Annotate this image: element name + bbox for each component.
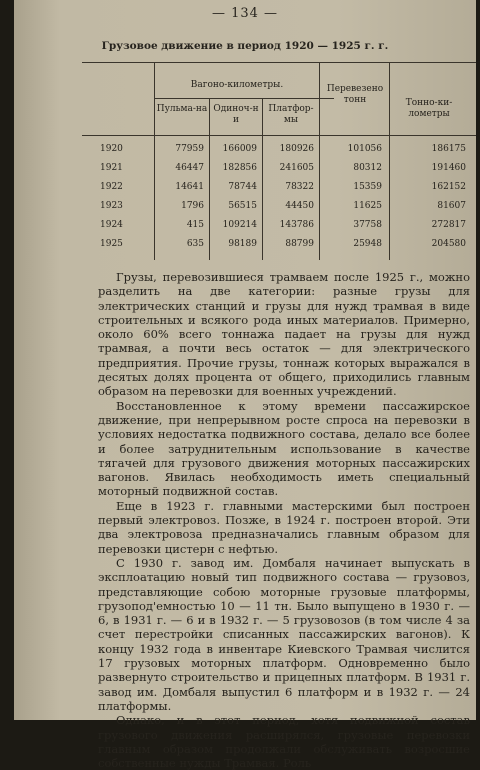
value-cell: 88799 <box>285 239 314 249</box>
value-cell: 56515 <box>228 201 257 211</box>
value-cell: 98189 <box>228 239 257 249</box>
value-cell: 635 <box>186 239 204 249</box>
column-divider <box>389 62 390 260</box>
value-cell: 80312 <box>353 163 382 173</box>
year-cell: 1921 <box>100 163 123 173</box>
value-cell: 415 <box>186 220 204 230</box>
value-cell: 272817 <box>431 220 466 230</box>
subheader-rule <box>154 98 334 99</box>
value-cell: 143786 <box>279 220 314 230</box>
year-cell: 1923 <box>100 201 123 211</box>
value-cell: 25948 <box>353 239 382 249</box>
column-header: Пульма-на <box>156 104 208 114</box>
column-divider <box>319 62 320 260</box>
value-cell: 46447 <box>175 163 204 173</box>
page-number: — 134 — <box>211 6 279 21</box>
book-page <box>14 0 476 770</box>
column-header: Перевезено тонн <box>326 84 384 105</box>
year-cell: 1920 <box>100 144 123 154</box>
value-cell: 166009 <box>222 144 257 154</box>
value-cell: 77959 <box>175 144 204 154</box>
value-cell: 109214 <box>222 220 257 230</box>
value-cell: 44450 <box>285 201 314 211</box>
value-cell: 78744 <box>228 182 257 192</box>
column-divider <box>262 98 263 260</box>
value-cell: 182856 <box>222 163 257 173</box>
table-top-rule <box>82 62 476 63</box>
value-cell: 37758 <box>353 220 382 230</box>
body-text <box>98 270 470 770</box>
value-cell: 11625 <box>353 201 382 211</box>
column-header: Тонно-ки-лометры <box>405 98 453 119</box>
value-cell: 241605 <box>279 163 314 173</box>
paragraph: С 1930 г. завод им. Домбаля начинает выпускать в эксплоатацию новый тип подвижного состава — грузовоз, представляющие собою моторные грузовые платформы, грузопод'емностью 10 — 11 тн. Было выпущено в 1930 г. — 6, в 1931 г. — 6 и в 1932 г. — 5 грузовозов (в том числе 4 за счет перестройки списанных пассажирских вагонов). К концу 1932 года в инвентаре Киевского Трамвая числится 17 грузовых моторных платформ. Одновременно было развернуто строительство и прицепных платформ. В 1931 г. завод им. Домбаля выпустил 6 платформ и в 1932 г. — 24 платформы. <box>98 555 470 713</box>
value-cell: 14641 <box>175 182 204 192</box>
group-header: Вагоно-километры. <box>190 80 284 90</box>
paragraph: Еще в 1923 г. главными мастерскими был построен первый электровоз. Позже, в 1924 г. построен второй. Эти два электровоза предназначались главным образом для перевозки цистерн с нефтью. <box>98 498 470 556</box>
column-header: Одиноч-н и <box>213 104 259 125</box>
column-header: Платфор-мы <box>268 104 314 125</box>
value-cell: 15359 <box>353 182 382 192</box>
paragraph: Грузы, перевозившиеся трамваем после 1925 г., можно разделить на две категории: разные грузы для электрических станций и грузы для нужд трамвая в виде строительных и всякого рода иных материалов. Примерно, около 60% всего тоннажа падает на грузы для нужд трамвая, а почти весь остаток — для электрического предприятия. Прочие грузы, тоннаж которых выражался в десятых долях процента от общего, приходились главным образом на перевозки для военных учреждений. <box>98 270 470 399</box>
value-cell: 191460 <box>431 163 466 173</box>
value-cell: 186175 <box>431 144 466 154</box>
value-cell: 101056 <box>347 144 382 154</box>
paragraph: Однако, и в этот период, хотя подвижной состав грузового движения расширялся, грузовые перевозки главным образом продолжали обслуживать возросшие собственные нужды Трамвая. Роль <box>98 713 470 770</box>
year-cell: 1922 <box>100 182 123 192</box>
column-divider <box>209 98 210 260</box>
year-cell: 1924 <box>100 220 123 230</box>
year-cell: 1925 <box>100 239 123 249</box>
value-cell: 81607 <box>437 201 466 211</box>
value-cell: 1796 <box>181 201 204 211</box>
header-bottom-rule <box>82 135 476 136</box>
value-cell: 78322 <box>285 182 314 192</box>
value-cell: 162152 <box>431 182 466 192</box>
table-title: Грузовое движение в период 1920 — 1925 г. г. <box>101 40 389 52</box>
column-divider <box>154 62 155 260</box>
value-cell: 180926 <box>279 144 314 154</box>
paragraph: Восстановленное к этому времени пассажирское движение, при непрерывном росте спроса на перевозки в условиях недостатка подвижного состава, делало все более и более затруднительным использование в качестве тягачей для грузового движения моторных пассажирских вагонов. Явилась необходимость иметь специальный моторный подвижной состав. <box>98 398 470 499</box>
value-cell: 204580 <box>431 239 466 249</box>
